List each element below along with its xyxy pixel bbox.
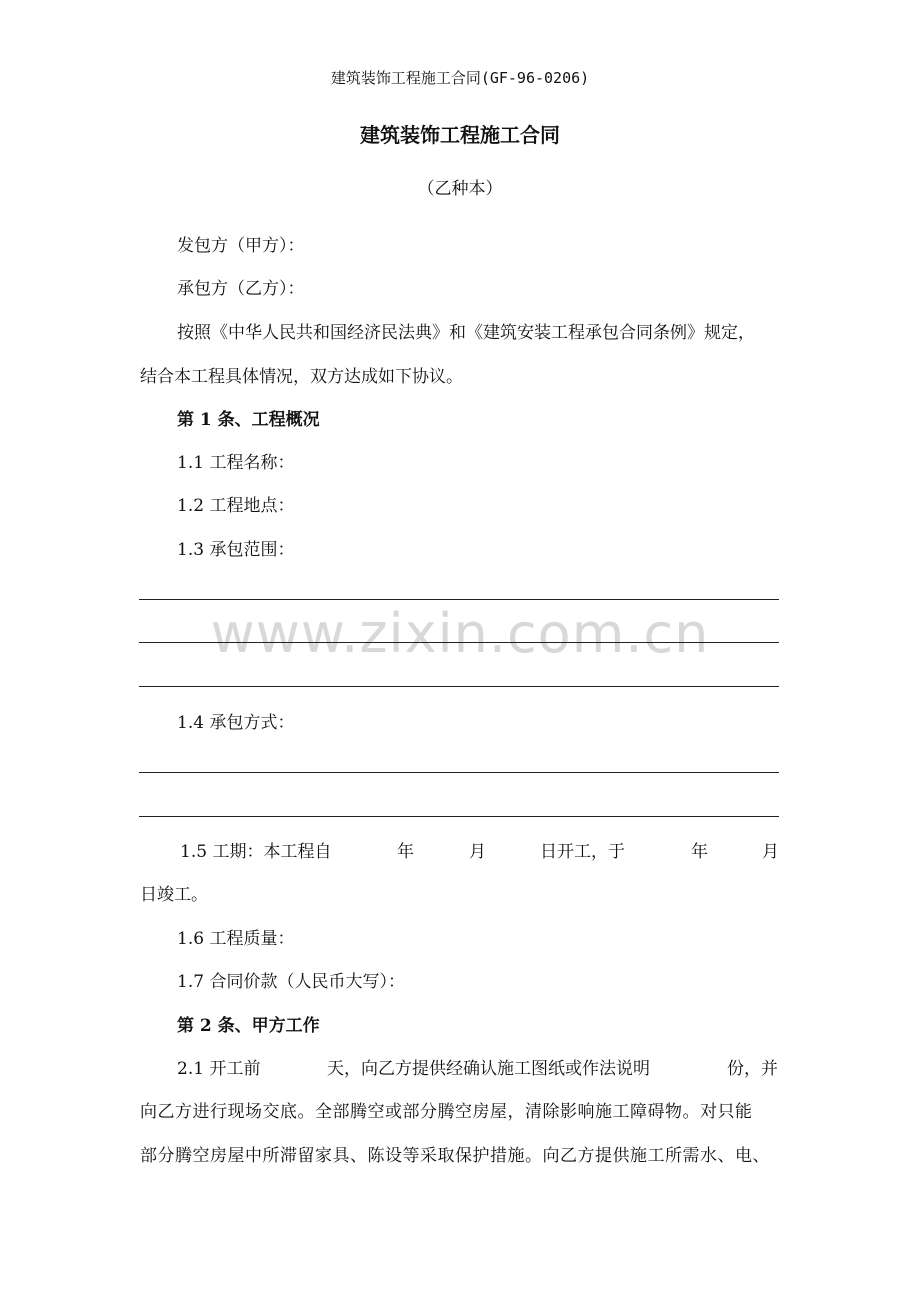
item-1-5-part: 年	[397, 842, 414, 862]
document-title: 建筑装饰工程施工合同	[360, 123, 560, 147]
item-1-3: 1.3 承包范围：	[177, 540, 295, 560]
item-1-5-part: 月	[762, 842, 779, 862]
fill-in-line	[139, 642, 779, 643]
item-2-1-line-2: 向乙方进行现场交底。全部腾空或部分腾空房屋，清除影响施工障碍物。对只能	[140, 1102, 753, 1122]
item-1-7: 1.7 合同价款（人民币大写）：	[177, 972, 405, 992]
intro-paragraph-line-2: 结合本工程具体情况，双方达成如下协议。	[140, 367, 463, 387]
watermark: www.zixin.com.cn	[210, 602, 710, 665]
item-1-4: 1.4 承包方式：	[177, 713, 295, 733]
party-a-label: 发包方（甲方）：	[177, 236, 305, 256]
item-1-5-part: 月	[469, 842, 486, 862]
article-2-heading: 第 2 条、甲方工作	[177, 1016, 320, 1036]
item-2-1-line-3: 部分腾空房屋中所滞留家具、陈设等采取保护措施。向乙方提供施工所需水、电、	[140, 1146, 770, 1166]
item-1-5	[177, 841, 779, 863]
item-1-1: 1.1 工程名称：	[177, 453, 295, 473]
party-b-label: 承包方（乙方）：	[177, 279, 305, 299]
document-subtitle: （乙种本）	[417, 179, 503, 199]
item-1-5-end: 日竣工。	[140, 885, 208, 905]
item-2-1-line-1	[177, 1058, 779, 1080]
fill-in-line	[139, 772, 779, 773]
fill-in-line	[139, 686, 779, 687]
article-1-heading: 第 1 条、工程概况	[177, 410, 320, 430]
item-1-5-part: 1.5 工期：本工程自	[180, 842, 332, 862]
item-2-1-part: 天，向乙方提供经确认施工图纸或作法说明	[327, 1059, 650, 1079]
item-1-5-part: 日开工，于	[540, 842, 625, 862]
item-1-5-part: 年	[691, 842, 708, 862]
intro-paragraph-line-1: 按照《中华人民共和国经济民法典》和《建筑安装工程承包合同条例》规定，	[177, 323, 755, 343]
document-header: 建筑装饰工程施工合同(GF-96-0206)	[330, 69, 590, 87]
fill-in-line	[139, 599, 779, 600]
item-1-6: 1.6 工程质量：	[177, 929, 295, 949]
fill-in-line	[139, 816, 779, 817]
item-2-1-part: 份，并	[727, 1059, 778, 1079]
item-2-1-part: 2.1 开工前	[177, 1059, 261, 1079]
item-1-2: 1.2 工程地点：	[177, 496, 295, 516]
